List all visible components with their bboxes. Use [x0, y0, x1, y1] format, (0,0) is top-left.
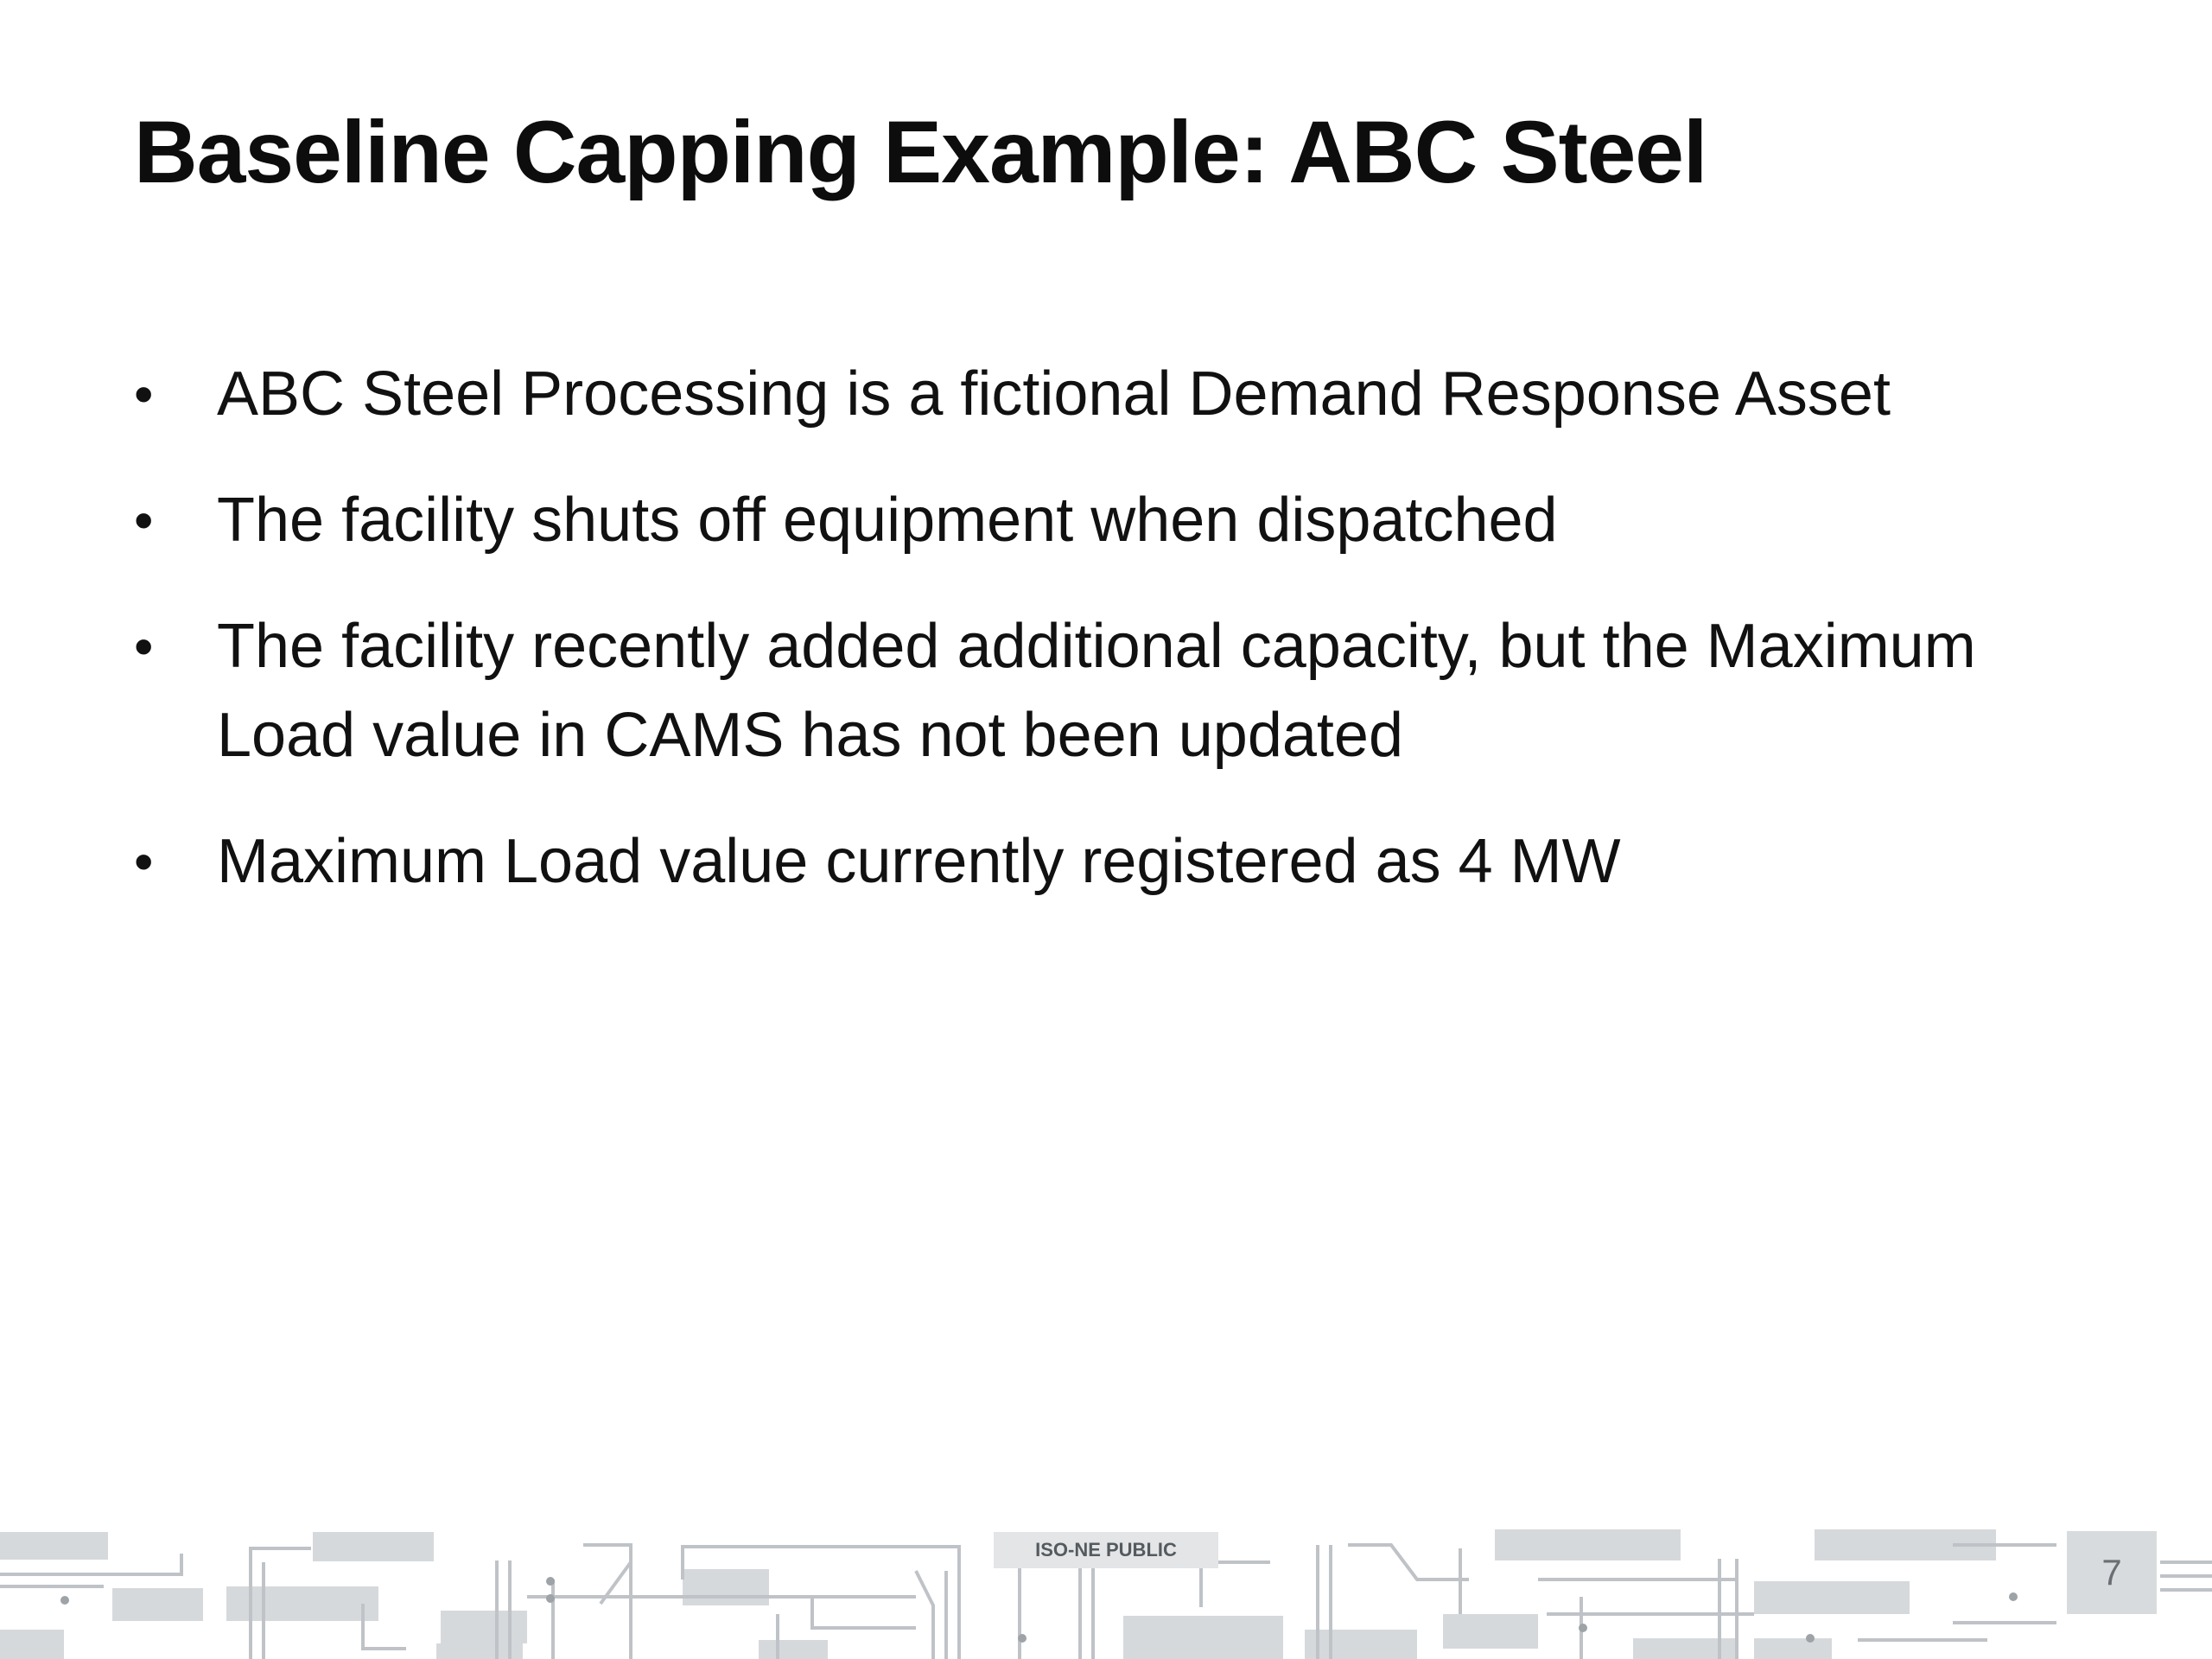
bullet-list	[134, 350, 2078, 944]
bullet-icon: •	[134, 489, 154, 551]
bullet-text: The facility recently added additional capacity, but the Maximum Load value in CAMS has not been updated	[217, 612, 1976, 770]
bullet-icon: •	[134, 615, 154, 677]
bullet-icon: •	[134, 830, 154, 893]
bullet-item	[134, 602, 2078, 780]
slide-title: Baseline Capping Example: ABC Steel	[134, 103, 1707, 201]
bullet-item	[134, 817, 2078, 906]
bullet-text: ABC Steel Processing is a fictional Demand Response Asset	[217, 359, 1891, 429]
page-number: 7	[2067, 1531, 2157, 1614]
bullet-item	[134, 476, 2078, 565]
footer-classification-label: ISO-NE PUBLIC	[994, 1532, 1218, 1568]
bullet-item	[134, 350, 2078, 439]
bullet-text: The facility shuts off equipment when dispatched	[217, 486, 1558, 555]
bullet-icon: •	[134, 363, 154, 425]
bullet-text: Maximum Load value currently registered as 4 MW	[217, 827, 1621, 896]
